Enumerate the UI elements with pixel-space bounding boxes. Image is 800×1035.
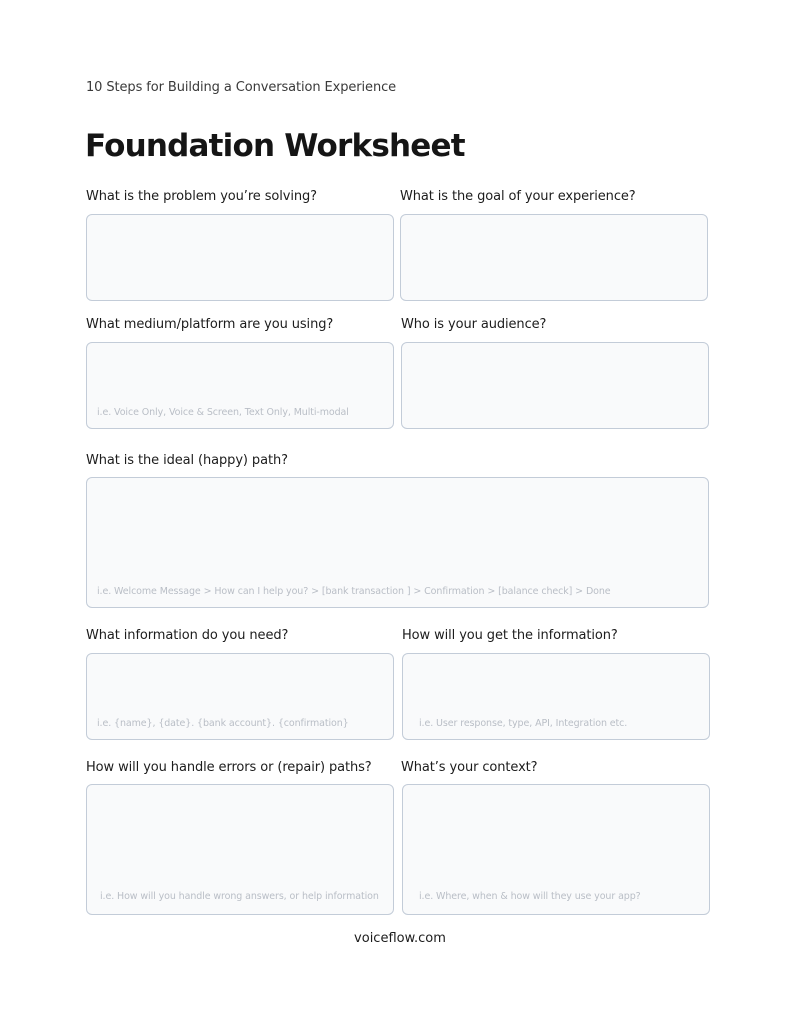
hint-medium: i.e. Voice Only, Voice & Screen, Text Only, Multi-modal xyxy=(97,407,349,418)
answer-box-problem[interactable] xyxy=(86,214,394,301)
field-label-goal: What is the goal of your experience? xyxy=(400,189,636,204)
field-label-information-source: How will you get the information? xyxy=(402,628,618,643)
answer-box-happy-path[interactable] xyxy=(86,477,709,608)
footer-website: voiceflow.com xyxy=(354,931,446,946)
page-title: Foundation Worksheet xyxy=(85,128,465,164)
answer-box-error-handling[interactable] xyxy=(86,784,394,915)
hint-information-needed: i.e. {name}, {date}. {bank account}. {confirmation} xyxy=(97,718,349,729)
field-label-audience: Who is your audience? xyxy=(401,317,547,332)
answer-box-goal[interactable] xyxy=(400,214,708,301)
answer-box-medium[interactable] xyxy=(86,342,394,429)
hint-error-handling: i.e. How will you handle wrong answers, or help information xyxy=(100,891,379,902)
document-subtitle: 10 Steps for Building a Conversation Experience xyxy=(86,80,397,95)
hint-context: i.e. Where, when & how will they use your app? xyxy=(419,891,641,902)
field-label-context: What’s your context? xyxy=(401,760,538,775)
field-label-happy-path: What is the ideal (happy) path? xyxy=(86,453,288,468)
hint-happy-path: i.e. Welcome Message > How can I help you? > [bank transaction ] > Confirmation > [balance check] > Done xyxy=(97,586,611,597)
answer-box-context[interactable] xyxy=(402,784,710,915)
answer-box-audience[interactable] xyxy=(401,342,709,429)
field-label-error-handling: How will you handle errors or (repair) paths? xyxy=(86,760,372,775)
answer-box-information-source[interactable] xyxy=(402,653,710,740)
field-label-problem: What is the problem you’re solving? xyxy=(86,189,317,204)
hint-information-source: i.e. User response, type, API, Integration etc. xyxy=(419,718,628,729)
field-label-information-needed: What information do you need? xyxy=(86,628,289,643)
field-label-medium: What medium/platform are you using? xyxy=(86,317,334,332)
answer-box-information-needed[interactable] xyxy=(86,653,394,740)
